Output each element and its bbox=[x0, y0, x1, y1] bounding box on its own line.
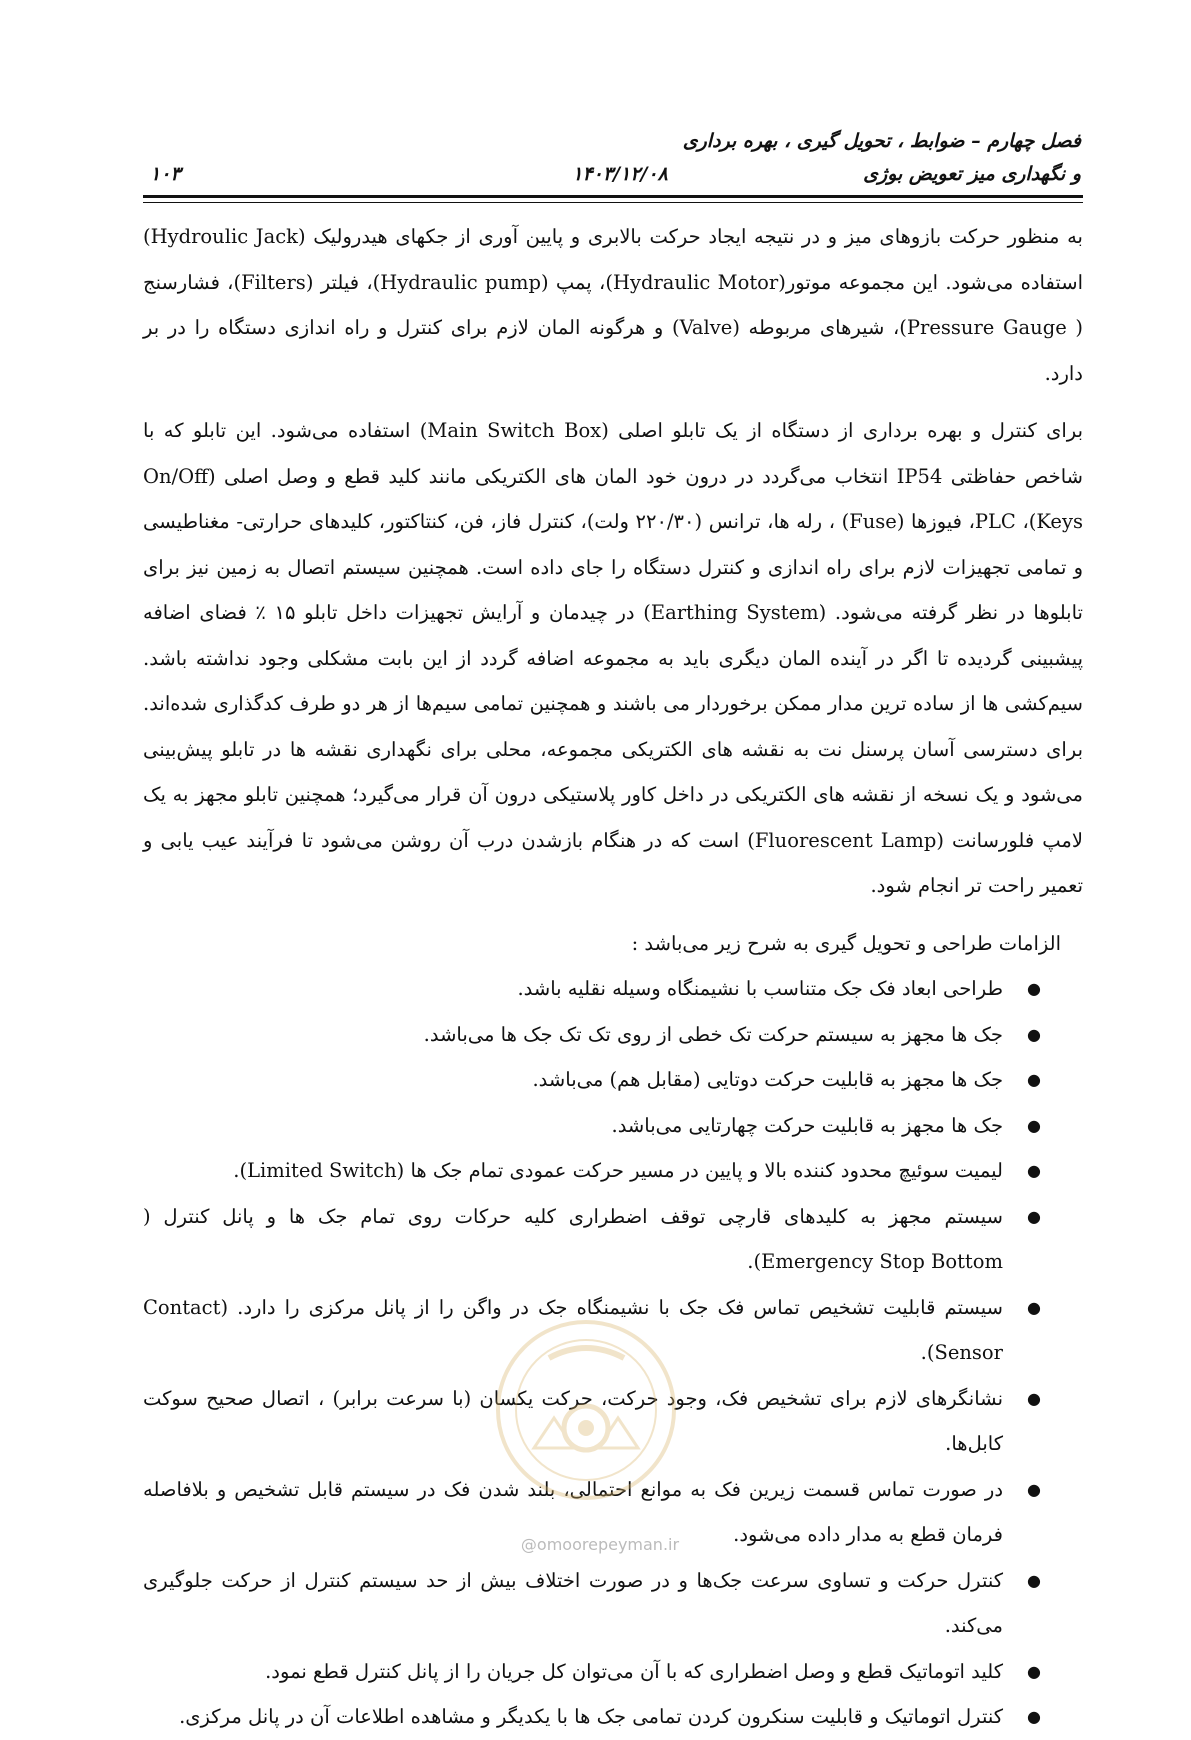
bullet-icon: ● bbox=[1027, 1707, 1041, 1726]
page-number: ۱۰۳ bbox=[150, 163, 181, 185]
watermark-url bbox=[500, 1535, 700, 1554]
list-item bbox=[143, 1103, 1083, 1149]
list-item-text: کنترل اتوماتیک و قابلیت سنکرون کردن تمامی جک ها با یکدیگر و مشاهده اطلاعات آن در پانل مرکزی. bbox=[179, 1705, 1003, 1728]
bullet-icon: ● bbox=[1027, 1388, 1041, 1408]
list-item-text: در صورت تماس قسمت زیرین فک به موانع احتمالی، بلند شدن فک در سیستم قابل تشخیص و بلافاصله فرمان قطع به مدار داده می‌شود. bbox=[143, 1477, 1003, 1546]
bullet-icon: ● bbox=[1027, 1479, 1041, 1499]
list-item bbox=[143, 1694, 1083, 1740]
header-rule-thick bbox=[143, 195, 1083, 198]
bullet-icon: ● bbox=[1027, 979, 1041, 998]
requirements-intro: الزامات طراحی و تحویل گیری به شرح زیر می‌باشد : bbox=[631, 931, 1061, 955]
list-item-text: جک ها مجهز به قابلیت حرکت دوتایی (مقابل هم) می‌باشد. bbox=[532, 1068, 1003, 1091]
bullet-icon: ● bbox=[1027, 1115, 1041, 1135]
list-item-text: نشانگرهای لازم برای تشخیص فک، وجود حرکت، حرکت یکسان (با سرعت برابر) ، اتصال صحیح سوکت کابل‌ها. bbox=[143, 1386, 1003, 1455]
bullet-icon: ● bbox=[1027, 1024, 1041, 1044]
list-item bbox=[143, 1649, 1083, 1695]
body-text bbox=[143, 214, 1083, 1740]
list-item-text: کنترل حرکت و تساوی سرعت جک‌ها و در صورت اختلاف بیش از حد سیستم کنترل از حرکت جلوگیری می‌کند. bbox=[143, 1568, 1003, 1637]
list-item bbox=[143, 1057, 1083, 1103]
watermark-url-text: @omoorepeyman.ir bbox=[520, 1535, 680, 1554]
list-item-text: لیمیت سوئیچ محدود کننده بالا و پایین در مسیر حرکت عمودی تمام جک ها (Limited Switch). bbox=[233, 1159, 1003, 1182]
bullet-icon: ● bbox=[1027, 1206, 1041, 1226]
header-date: ۱۴۰۳/۱۲/۰۸ bbox=[572, 163, 668, 185]
list-item bbox=[143, 1558, 1083, 1649]
header-rule-thin bbox=[143, 202, 1083, 203]
bullet-icon: ● bbox=[1027, 1297, 1041, 1317]
chapter-title-line2: و نگهداری میز تعویض بوژی bbox=[863, 163, 1081, 185]
paragraph-switch-box: برای کنترل و بهره برداری از دستگاه از یک تابلو اصلی (Main Switch Box) استفاده می‌شود. این تابلو که با شاخص حفاظتی IP54 انتخاب می‌گردد در درون خود المان های الکتریکی مانند کلید قطع و وصل اصلی (On/Off Keys)، PLC، فیوزها (Fuse) ، رله ها، ترانس (۲۲۰/۳۰ ولت)، کنترل فاز، فن، کنتاکتور، کلیدهای حرارتی- مغناطیسی و تمامی تجهیزات لازم برای راه اندازی و کنترل دستگاه را جای داده است. همچنین سیستم اتصال به زمین نیز برای تابلوها در نظر گرفته می‌شود. (Earthing System) در چیدمان و آرایش تجهیزات داخل تابلو ۱۵ ٪ فضای اضافه پیشبینی گردیده تا اگر در آینده المان دیگری باید به مجموعه اضافه گردد از این بابت مشکلی وجود نداشته باشد. سیم‌کشی ها از ساده ترین مدار ممکن برخوردار می باشند و همچنین تمامی سیم‌ها از هر دو طرف کدگذاری شده‌اند. برای دسترسی آسان پرسنل نت به نقشه های الکتریکی مجموعه، محلی برای نگهداری نقشه ها در تابلو پیش‌بینی می‌شود و یک نسخه از نقشه های الکتریکی در داخل کاور پلاستیکی درون آن قرار می‌گیرد؛ همچنین تابلو مجهز به یک لامپ فلورسانت (Fluorescent Lamp) است که در هنگام بازشدن درب آن روشن می‌شود تا فرآیند عیب یابی و تعمیر راحت تر انجام شود. bbox=[143, 419, 1083, 897]
list-item bbox=[143, 966, 1083, 1012]
list-item-text: طراحی ابعاد فک جک متناسب با نشیمنگاه وسیله نقلیه باشد. bbox=[517, 977, 1003, 1000]
list-item-text: جک ها مجهز به قابلیت حرکت چهارتایی می‌باشد. bbox=[611, 1113, 1003, 1137]
list-item-text: سیستم قابلیت تشخیص تماس فک جک با نشیمنگاه جک در واگن را از پانل مرکزی را دارد. (Contact Sensor). bbox=[143, 1295, 1003, 1364]
list-item bbox=[143, 1012, 1083, 1058]
chapter-title-line1: فصل چهارم – ضوابط ، تحویل گیری ، بهره برداری bbox=[682, 130, 1081, 152]
list-item-text: سیستم مجهز به کلیدهای قارچی توقف اضطراری کلیه حرکات روی تمام جک ها و پانل کنترل ( Emergency Stop Bottom). bbox=[143, 1204, 1003, 1273]
watermark-logo-icon bbox=[494, 1318, 679, 1503]
list-item-text: جک ها مجهز به سیستم حرکت تک خطی از روی تک تک جک ها می‌باشد. bbox=[423, 1022, 1003, 1046]
list-item-text: کلید اتوماتیک قطع و وصل اضطراری که با آن می‌توان کل جریان را از پانل کنترل قطع نمود. bbox=[265, 1659, 1003, 1683]
bullet-icon: ● bbox=[1027, 1570, 1041, 1590]
bullet-icon: ● bbox=[1027, 1661, 1041, 1681]
list-item bbox=[143, 1148, 1083, 1194]
list-item bbox=[143, 1194, 1083, 1285]
paragraph-hydraulic: به منظور حرکت بازوهای میز و در نتیجه ایجاد حرکت بالابری و پایین آوری از جکهای هیدرولیک (Hydroulic Jack) استفاده می‌شود. این مجموعه موتور(Hydraulic Motor)، پمپ (Hydraulic pump)، فیلتر (Filters)، فشارسنج ( Pressure Gauge)، شیرهای مربوطه (Valve) و هرگونه المان لازم برای کنترل و راه اندازی دستگاه را در بر دارد. bbox=[143, 225, 1083, 385]
bullet-icon: ● bbox=[1027, 1161, 1041, 1180]
bullet-icon: ● bbox=[1027, 1070, 1041, 1089]
